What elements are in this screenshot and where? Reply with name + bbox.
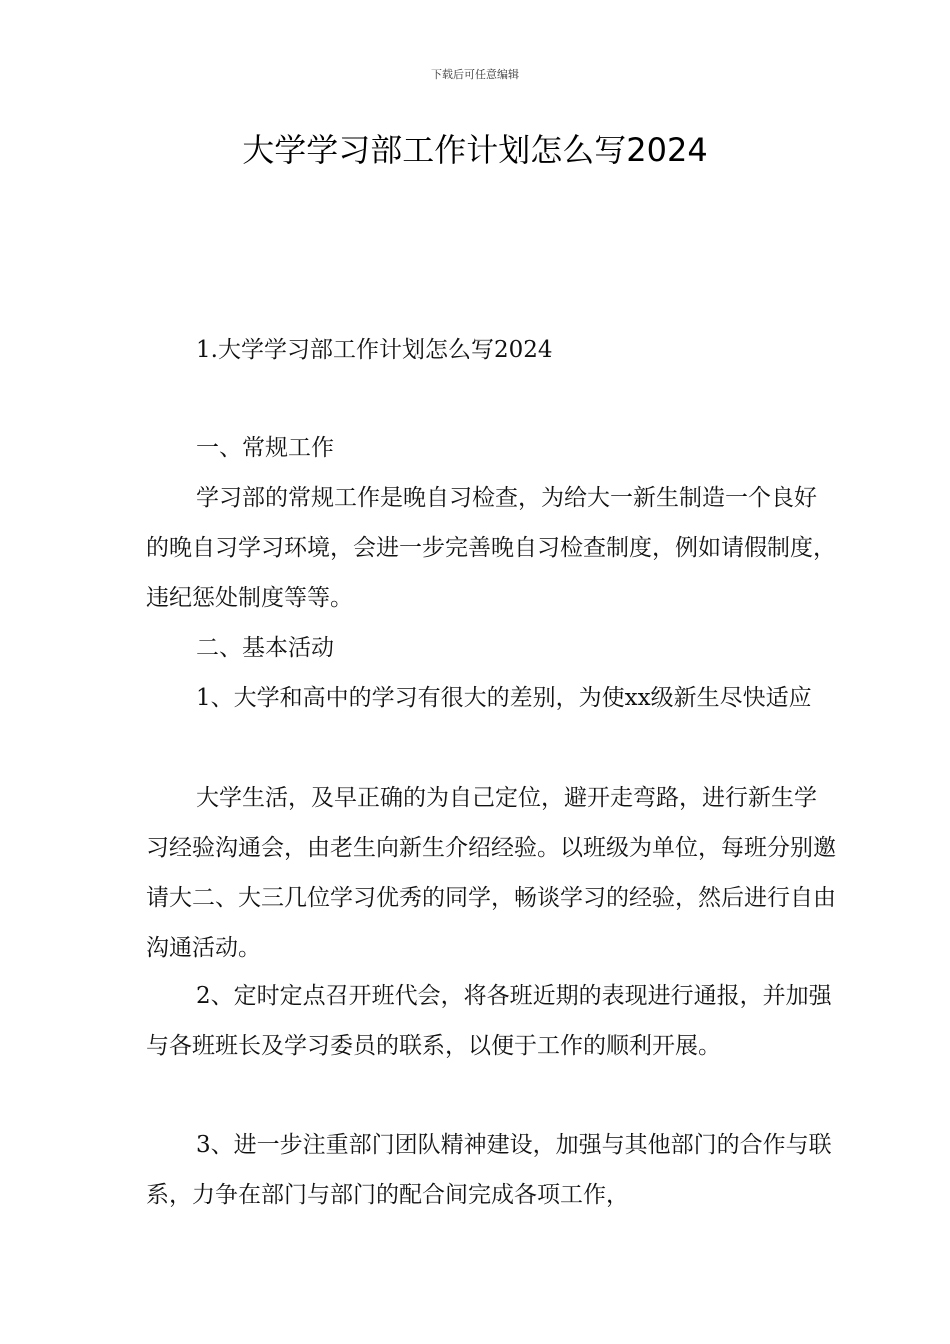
paragraph-regular-work: 学习部的常规工作是晚自习检查，为给大一新生制造一个良好的晚自习学习环境，会进一步完善晚自习检查制度，例如请假制度，违纪惩处制度等等。	[146, 485, 836, 611]
header-note: 下载后可任意编辑	[431, 68, 519, 81]
paragraph-activity-3: 3、进一步注重部门团队精神建设，加强与其他部门的合作与联系，力争在部门与部门的配合间完成各项工作，	[146, 1132, 832, 1208]
section-heading-1: 1.大学学习部工作计划怎么写2024	[196, 337, 553, 363]
paragraph-activity-1: 1、大学和高中的学习有很大的差别，为使xx级新生尽快适应	[196, 685, 812, 711]
paragraph-activity-1-cont: 大学生活，及早正确的为自己定位，避开走弯路，进行新生学习经验沟通会，由老生向新生介绍经验。以班级为单位，每班分别邀请大二、大三几位学习优秀的同学，畅谈学习的经验，然后进行自由沟通活动。	[146, 785, 836, 961]
document-title: 大学学习部工作计划怎么写2024	[242, 131, 708, 169]
section-heading-basic-activities: 二、基本活动	[196, 635, 334, 661]
section-heading-regular-work: 一、常规工作	[196, 435, 334, 461]
paragraph-activity-2: 2、定时定点召开班代会，将各班近期的表现进行通报，并加强与各班班长及学习委员的联系，以便于工作的顺利开展。	[146, 983, 832, 1059]
